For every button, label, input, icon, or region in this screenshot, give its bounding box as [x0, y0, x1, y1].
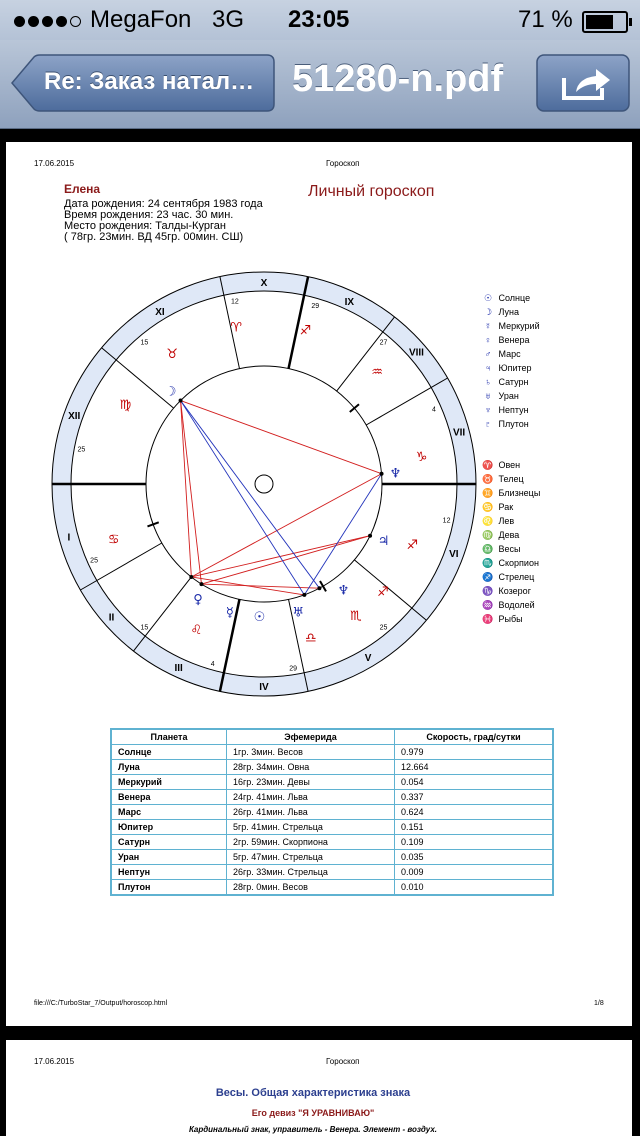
- house-number: X: [260, 278, 268, 289]
- page-footer-path: file:///C:/TurboStar_7/Output/horoscop.html: [34, 1000, 168, 1007]
- page2-header: Гороскоп: [326, 1057, 360, 1066]
- planet-icon: ♀: [193, 592, 203, 608]
- planet-cell: Меркурий: [111, 775, 227, 790]
- sign-name: Скорпион: [496, 558, 539, 568]
- birth-coords: ( 78гр. 23мин. ВД 45гр. 00мин. СШ): [64, 231, 244, 243]
- planet-icon: ♅: [292, 605, 304, 621]
- ephemeris-cell: 1гр. 3мин. Весов: [227, 745, 395, 760]
- planet-name: Меркурий: [496, 321, 540, 331]
- speed-cell: 0.151: [395, 820, 554, 835]
- aspect-point: [302, 593, 306, 597]
- sign-name: Телец: [496, 474, 524, 484]
- planet-glyph-icon: ♄: [484, 377, 492, 387]
- horoscope-title: Личный гороскоп: [308, 183, 435, 200]
- speed-cell: 0.109: [395, 835, 554, 850]
- planet-icon: ☽: [164, 384, 177, 400]
- table-row: [111, 745, 553, 760]
- zodiac-sign-icon: ♐: [406, 537, 419, 553]
- sign-legend-item: [480, 528, 540, 542]
- planet-icon: ☉: [253, 609, 266, 625]
- house-number: VIII: [408, 347, 424, 359]
- zodiac-sign-icon: ♑: [415, 450, 428, 466]
- cusp-degree: 12: [442, 517, 451, 525]
- house-number: XII: [68, 410, 81, 422]
- sign-legend-item: [480, 584, 540, 598]
- cusp-degree: 15: [140, 339, 149, 347]
- sign-legend-item: [480, 500, 540, 514]
- house-number: V: [364, 653, 372, 665]
- ephemeris-cell: 24гр. 41мин. Льва: [227, 790, 395, 805]
- sign-glyph-icon: ♐: [482, 572, 494, 582]
- zodiac-sign-icon: ♏: [349, 609, 362, 625]
- sign-glyph-icon: ♉: [482, 474, 494, 484]
- aspect-point: [380, 472, 384, 476]
- speed-cell: 0.010: [395, 880, 554, 896]
- cusp-degree: 15: [140, 624, 149, 632]
- document-title: 51280-n.pdf: [292, 58, 504, 100]
- house-number: II: [108, 612, 115, 624]
- aspect-point: [199, 582, 203, 586]
- page-date: 17.06.2015: [34, 159, 75, 168]
- planet-legend-item: [480, 347, 540, 361]
- planet-legend-item: [480, 375, 540, 389]
- house-number: IV: [259, 682, 269, 693]
- sign-legend-item: [480, 486, 540, 500]
- planet-legend-item: [480, 319, 540, 333]
- ephemeris-cell: 5гр. 47мин. Стрельца: [227, 850, 395, 865]
- sign-glyph-icon: ♈: [482, 460, 494, 470]
- house-number: VII: [452, 427, 466, 439]
- sign-legend-item: [480, 514, 540, 528]
- sign-legend-item: [480, 612, 540, 626]
- speed-cell: 12.664: [395, 760, 554, 775]
- cusp-degree: 27: [379, 339, 388, 347]
- cusp-degree: 29: [311, 303, 320, 311]
- ephemeris-cell: 26гр. 33мин. Стрельца: [227, 865, 395, 880]
- zodiac-sign-icon: ♉: [166, 346, 179, 362]
- sign-name: Весы: [496, 544, 521, 554]
- house-number: IX: [344, 296, 355, 308]
- planet-glyph-icon: ☉: [483, 293, 493, 303]
- page2-date: 17.06.2015: [34, 1057, 75, 1066]
- sign-legend-item: [480, 598, 540, 612]
- table-row: [111, 820, 553, 835]
- zodiac-sign-icon: ♈: [230, 320, 243, 336]
- sign-glyph-icon: ♌: [482, 516, 494, 526]
- sign-glyph-icon: ♍: [482, 530, 494, 540]
- aspect-point: [179, 399, 183, 403]
- cusp-degree: 25: [379, 624, 388, 632]
- birth-time: Время рождения: 23 час. 30 мин.: [64, 209, 234, 221]
- planet-cell: Уран: [111, 850, 227, 865]
- sign-name: Рак: [496, 502, 514, 512]
- sign-glyph-icon: ♋: [482, 502, 494, 512]
- sign-name: Лев: [496, 516, 515, 526]
- planet-name: Луна: [496, 307, 519, 317]
- sign-glyph-icon: ♏: [482, 558, 494, 568]
- sign-glyph-icon: ♓: [482, 614, 494, 624]
- planet-icon: ♆: [389, 466, 402, 482]
- planet-cell: Луна: [111, 760, 227, 775]
- planet-name: Нептун: [496, 405, 529, 415]
- house-number: I: [67, 532, 71, 544]
- planet-glyph-icon: ♂: [484, 349, 492, 359]
- planet-glyph-icon: ♇: [484, 419, 492, 429]
- planet-cell: Марс: [111, 805, 227, 820]
- page-number: 1/8: [594, 1000, 604, 1007]
- sign-name: Рыбы: [496, 614, 523, 624]
- sign-description: Кардинальный знак, управитель - Венера. Элемент - воздух.: [188, 1125, 438, 1134]
- planet-glyph-icon: ☿: [484, 321, 492, 331]
- planet-cell: Сатурн: [111, 835, 227, 850]
- sign-legend-item: [480, 570, 540, 584]
- sign-legend: [480, 458, 540, 626]
- table-row: [111, 850, 553, 865]
- planet-icon: ♆: [337, 583, 350, 599]
- zodiac-sign-icon: ♍: [119, 398, 132, 413]
- planet-legend-item: [480, 291, 540, 305]
- cusp-degree: 12: [231, 298, 239, 306]
- col-planet: Планета: [111, 729, 227, 745]
- sign-legend-item: [480, 556, 540, 570]
- table-row: [111, 865, 553, 880]
- sign-glyph-icon: ♒: [482, 600, 494, 610]
- house-number: VI: [449, 549, 459, 561]
- sign-name: Близнецы: [496, 488, 541, 498]
- sign-glyph-icon: ♑: [482, 586, 494, 596]
- network-type: 3G: [212, 6, 245, 33]
- zodiac-sign-icon: ♋: [107, 532, 120, 548]
- planet-glyph-icon: ♆: [484, 405, 492, 415]
- clock: 23:05: [288, 6, 350, 33]
- aspect-point: [189, 575, 193, 579]
- cusp-degree: 4: [431, 406, 436, 414]
- sign-name: Козерог: [496, 586, 531, 596]
- table-row: [111, 805, 553, 820]
- battery-percent: 71 %: [518, 6, 573, 33]
- planet-cell: Солнце: [111, 745, 227, 760]
- planet-cell: Венера: [111, 790, 227, 805]
- zodiac-sign-icon: ♐: [377, 585, 389, 601]
- sign-glyph-icon: ♎: [482, 544, 494, 554]
- speed-cell: 0.009: [395, 865, 554, 880]
- planet-name: Венера: [496, 335, 530, 345]
- sign-name: Стрелец: [496, 572, 535, 582]
- planet-legend-item: [480, 305, 540, 319]
- sign-name: Дева: [496, 530, 520, 540]
- sign-name: Овен: [496, 460, 521, 470]
- planet-icon: ☿: [225, 605, 234, 621]
- col-ephemeris: Эфемерида: [227, 729, 395, 745]
- planet-cell: Юпитер: [111, 820, 227, 835]
- speed-cell: 0.979: [395, 745, 554, 760]
- birth-place: Место рождения: Талды-Курган: [64, 220, 226, 232]
- speed-cell: 0.035: [395, 850, 554, 865]
- planet-icon: ♃: [377, 533, 390, 549]
- planet-name: Марс: [496, 349, 521, 359]
- planet-legend-item: [480, 361, 540, 375]
- zodiac-sign-icon: ♌: [190, 623, 203, 639]
- planet-legend-item: [480, 403, 540, 417]
- cusp-degree: 25: [90, 557, 98, 565]
- table-row: [111, 790, 553, 805]
- speed-cell: 0.337: [395, 790, 554, 805]
- planet-legend-item: [480, 333, 540, 347]
- sign-legend-item: [480, 458, 540, 472]
- carrier-name: MegaFon: [90, 6, 192, 33]
- aspect-point: [368, 534, 372, 538]
- ephemeris-table: [110, 728, 554, 896]
- planet-cell: Нептун: [111, 865, 227, 880]
- sign-legend-item: [480, 542, 540, 556]
- ephemeris-cell: 28гр. 34мин. Овна: [227, 760, 395, 775]
- cusp-degree: 4: [210, 660, 215, 668]
- cusp-degree: 25: [77, 446, 86, 454]
- house-number: III: [174, 663, 183, 675]
- speed-cell: 0.624: [395, 805, 554, 820]
- sign-motto: Его девиз "Я УРАВНИВАЮ": [251, 1108, 375, 1118]
- planet-cell: Плутон: [111, 880, 227, 896]
- aspect-point: [317, 586, 321, 590]
- planet-glyph-icon: ♃: [484, 363, 492, 373]
- planet-glyph-icon: ♅: [484, 391, 492, 401]
- sign-name: Водолей: [496, 600, 535, 610]
- col-speed: Скорость, град/сутки: [395, 729, 554, 745]
- sign-glyph-icon: ♊: [482, 488, 494, 498]
- ephemeris-cell: 5гр. 41мин. Стрельца: [227, 820, 395, 835]
- ephemeris-cell: 2гр. 59мин. Скорпиона: [227, 835, 395, 850]
- zodiac-sign-icon: ♎: [304, 631, 317, 647]
- table-row: [111, 775, 553, 790]
- house-number: XI: [155, 306, 165, 318]
- speed-cell: 0.054: [395, 775, 554, 790]
- planet-glyph-icon: ☽: [483, 307, 493, 317]
- cusp-degree: 29: [289, 665, 297, 673]
- birth-date: Дата рождения: 24 сентября 1983 года: [64, 198, 263, 210]
- zodiac-sign-icon: ♒: [371, 364, 383, 380]
- page-header: Гороскоп: [326, 159, 360, 168]
- table-row: [111, 880, 553, 896]
- person-name: Елена: [64, 182, 101, 196]
- planet-name: Сатурн: [496, 377, 529, 387]
- planet-name: Юпитер: [496, 363, 532, 373]
- sign-legend-item: [480, 472, 540, 486]
- planet-name: Солнце: [496, 293, 531, 303]
- table-row: [111, 835, 553, 850]
- ephemeris-cell: 26гр. 41мин. Льва: [227, 805, 395, 820]
- planet-legend: [480, 291, 540, 431]
- planet-name: Уран: [496, 391, 519, 401]
- table-row: [111, 760, 553, 775]
- zodiac-sign-icon: ♐: [299, 323, 312, 339]
- ephemeris-cell: 16гр. 23мин. Девы: [227, 775, 395, 790]
- planet-legend-item: [480, 417, 540, 431]
- sign-title: Весы. Общая характеристика знака: [215, 1087, 411, 1099]
- planet-name: Плутон: [496, 419, 529, 429]
- back-button-label: Re: Заказ натал…: [44, 68, 255, 95]
- ephemeris-cell: 28гр. 0мин. Весов: [227, 880, 395, 896]
- planet-glyph-icon: ♀: [484, 335, 492, 345]
- planet-legend-item: [480, 389, 540, 403]
